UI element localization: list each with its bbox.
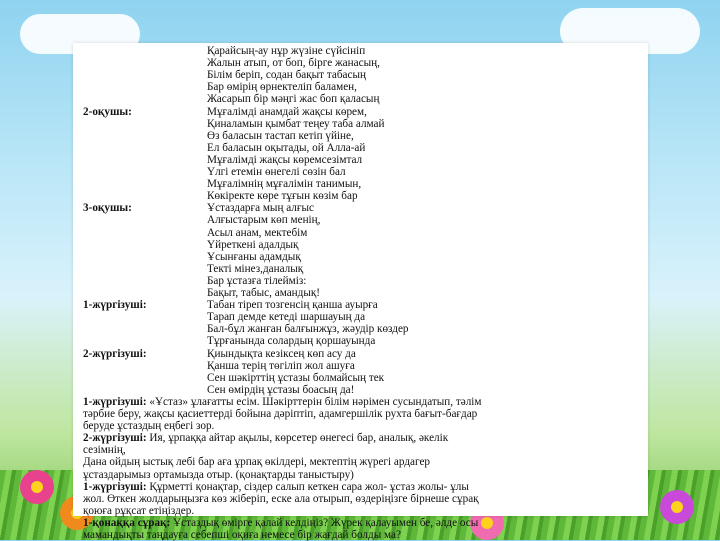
document-page (73, 43, 648, 541)
verse-line (73, 93, 648, 105)
prose-text: ұстаздарымыз ортамызда отыр. (қонақтарды таныстыру) (83, 468, 354, 481)
verse-line (73, 311, 648, 323)
verse-line (73, 45, 648, 57)
verse-text: Қиналамын қымбат теңеу таба алмай (207, 117, 385, 130)
prose-line (73, 444, 648, 456)
verse-line (73, 335, 648, 347)
flower-decoration (20, 470, 54, 504)
verse-line (73, 202, 648, 214)
verse-text: Алғыстарым көп менің, (207, 214, 321, 227)
verse-text: Асыл анам, мектебім (207, 226, 308, 239)
verse-text: Сен өмірдің ұстазы боасың да! (207, 383, 355, 396)
speaker-label: 1-жүргізуші: (83, 480, 147, 493)
verse-text: Бақыт, табыс, амандық! (207, 287, 321, 299)
prose-line (73, 481, 648, 493)
verse-text: Білім беріп, содан бақыт табасың (207, 69, 366, 82)
speaker-label: 2-оқушы: (83, 105, 132, 118)
prose-line (73, 505, 648, 517)
prose-text: Ия, ұрпаққа айтар ақылы, көрсетер өнегесі бар, аналық, әкелік (146, 432, 449, 445)
speaker-label: 1-жүргізуші: (83, 395, 147, 408)
prose-line (73, 432, 648, 444)
verse-text: Тұрғанында солардың қоршауында (207, 335, 376, 348)
verse-text: Қиындықта кезіксең көп асу да (207, 347, 356, 360)
prose-text: сезімнің, (83, 444, 126, 457)
verse-text: Бар өмірің өрнектеліп баламен, (207, 81, 357, 94)
verse-line (73, 227, 648, 239)
verse-line (73, 142, 648, 154)
verse-line (73, 57, 648, 69)
speaker-label: 3-оқушы: (83, 202, 132, 215)
verse-text: Тарап демде кетеді шаршауың да (207, 311, 366, 324)
verse-line (73, 372, 648, 384)
prose-line (73, 456, 648, 468)
verse-text: Мұғалімді жақсы көремсезімтал (207, 153, 363, 166)
prose-line (73, 396, 648, 408)
speaker-label: 1-жүргізуші: (83, 299, 147, 312)
prose-text: мамандықты таңдауға себепші оқиға немесе бір жағдай болды ма? (83, 529, 401, 541)
verse-line (73, 263, 648, 275)
prose-line (73, 493, 648, 505)
prose-line (73, 408, 648, 420)
prose-text: тәрбие беру, жақсы қасиеттерді бойына дәріптіп, адамгершілік рухта бағыт-бағдар (83, 408, 478, 420)
verse-text: Жасарып бір мәңгі жас боп қаласың (207, 93, 380, 106)
verse-line (73, 323, 648, 335)
verse-line (73, 81, 648, 93)
verse-line (73, 348, 648, 360)
verse-line (73, 275, 648, 287)
verse-text: Көкіректе көре тұғын көзім бар (207, 190, 358, 203)
verse-line (73, 118, 648, 130)
verse-text: Тектi мінез,даналық (207, 262, 304, 275)
verse-line (73, 166, 648, 178)
verse-text: Ұсынғаны адамдық (207, 250, 301, 263)
prose-text: Дана ойдың ыстық лебі бар аға ұрпақ өкілдері, мектептің жүрегі ардагер (83, 456, 430, 469)
verse-text: Сен шәкірттің ұстазы болмайсың тек (207, 371, 385, 384)
verse-line (73, 69, 648, 81)
speaker-label: 2-жүргізуші: (83, 432, 147, 445)
verse-line (73, 287, 648, 299)
speaker-label: 1-қонаққа сұрақ: (83, 516, 171, 529)
verse-text: Өз баласын тастап кетіп үйіне, (207, 129, 354, 142)
prose-line (73, 469, 648, 481)
verse-text: Бал-бұл жанған балғынжұз, жәудір көздер (207, 323, 409, 336)
verse-line (73, 251, 648, 263)
speaker-label: 2-жүргізуші: (83, 347, 147, 360)
verse-line (73, 178, 648, 190)
verse-text: Қанша терің төгіліп жол ашуға (207, 359, 355, 372)
prose-text: қоюға рұқсат етіңіздер. (83, 504, 195, 517)
verse-text: Жалын атып, от боп, бірге жанасың, (207, 57, 380, 70)
prose-line (73, 420, 648, 432)
verse-text: Табан тіреп тозгенсің қанша ауырға (207, 299, 378, 312)
prose-text: жол. Өткен жолдарыңызға көз жіберіп, еске ала отырып, өздеріңізге бірнеше сұрақ (83, 492, 479, 505)
prose-text: Құрметті қонақтар, сіздер салып кеткен сара жол- ұстаз жолы- ұлы (146, 480, 469, 493)
verse-text: Үлгі етемін өнегелі сөзін бал (207, 166, 346, 178)
verse-line (73, 214, 648, 226)
prose-text: «Ұстаз» ұлағатты есім. Шәкірттерін білім нәрімен сусындатып, тәлім (146, 395, 482, 408)
verse-line (73, 154, 648, 166)
verse-line (73, 106, 648, 118)
verse-line (73, 360, 648, 372)
verse-line (73, 384, 648, 396)
verse-text: Қарайсың-ау нұр жүзіне сүйсініп (207, 45, 366, 57)
verse-text: Ел баласын оқытады, ой Алла-ай (207, 141, 366, 154)
verse-line (73, 130, 648, 142)
flower-decoration (660, 490, 694, 524)
verse-line (73, 299, 648, 311)
verse-text: Мұғалімді анамдай жақсы көрем, (207, 105, 367, 118)
verse-line (73, 239, 648, 251)
prose-line (73, 517, 648, 529)
verse-line (73, 190, 648, 202)
verse-text: Бар ұстазға тілейміз: (207, 274, 307, 287)
verse-text: Ұстаздарға мың алғыс (207, 202, 314, 215)
verse-text: Үйреткені адалдық (207, 238, 299, 251)
prose-text: Ұстаздық өмірге қалай келдіңіз? Жүрек қалауымен бе, әлде осы (170, 516, 479, 529)
prose-text: беруде ұстаздың еңбегі зор. (83, 420, 215, 433)
prose-line (73, 529, 648, 541)
verse-text: Мұғалімнің мұғалімін танимын, (207, 178, 362, 191)
